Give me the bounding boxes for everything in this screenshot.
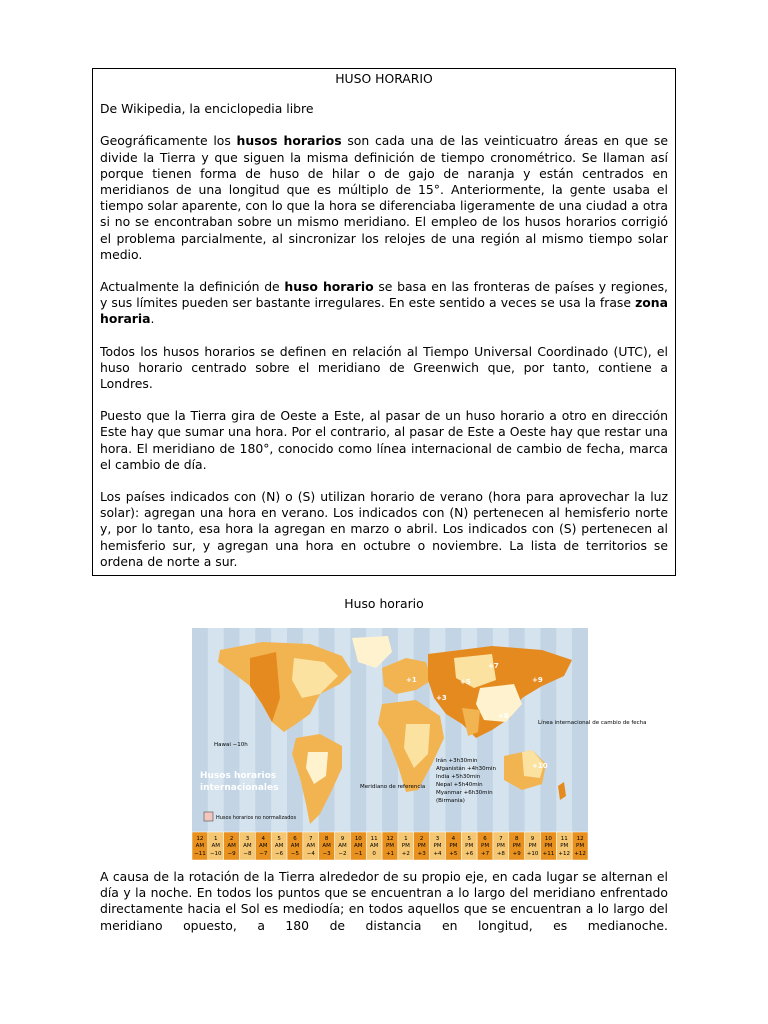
hour-label: 7: [309, 836, 313, 842]
meridian-label: Meridiano de referencia: [360, 784, 426, 790]
utc-offset-label: 0: [372, 851, 376, 857]
zone-stripe: [192, 628, 208, 832]
ampm-label: PM: [576, 843, 585, 849]
utc-offset-label: −2: [338, 851, 347, 857]
paragraph-3: Todos los husos horarios se definen en relación al Tiempo Universal Coordinado (UTC), el huso horario centrado sobre el meridiano de Greenwich que, por tanto, contiene a Londres.: [100, 343, 668, 392]
term-zona-horaria[interactable]: zona horaria: [100, 295, 668, 327]
offset-note: (Birmania): [436, 798, 465, 804]
zone-label: +1: [406, 676, 417, 684]
ampm-label: AM: [290, 843, 300, 849]
hour-label: 12: [196, 836, 204, 842]
hour-label: 5: [467, 836, 471, 842]
ampm-label: AM: [369, 843, 379, 849]
zone-stripe: [572, 628, 588, 832]
hour-label: 9: [340, 836, 345, 842]
paragraph-4: Puesto que la Tierra gira de Oeste a Este, al pasar de un huso horario a otro en dirección Este hay que sumar una hora. Por el contrario, al pasar de Este a Oeste hay que restar una hora. El meridiano de 180°, conocido como línea internacional de cambio de fecha, marca el cambio de día.: [100, 408, 668, 472]
zone-label: +8: [498, 712, 509, 720]
hour-label: 3: [435, 836, 440, 842]
utc-offset-label: +12: [574, 851, 586, 857]
hour-label: 1: [404, 836, 408, 842]
dateline-label: Línea internacional de cambio de fecha: [538, 720, 647, 726]
hour-label: 10: [544, 836, 552, 842]
utc-offset-label: +1: [385, 851, 395, 857]
utc-offset-label: +6: [465, 851, 474, 857]
offset-note: Myanmar +6h30min: [436, 790, 493, 796]
ampm-label: AM: [338, 843, 347, 849]
hour-label: 6: [293, 836, 297, 842]
hour-label: 5: [277, 836, 281, 842]
article-box: [92, 68, 676, 576]
source-line: De Wikipedia, la enciclopedia libre: [100, 101, 314, 117]
utc-offset-label: −6: [275, 851, 284, 857]
hour-label: 4: [261, 836, 266, 842]
hour-label: 2: [419, 836, 424, 842]
ampm-label: PM: [496, 843, 505, 849]
zone-label: +9: [532, 676, 543, 684]
hour-label: 12: [386, 836, 394, 842]
ampm-label: PM: [449, 843, 458, 849]
utc-offset-label: −8: [243, 851, 252, 857]
ampm-label: AM: [227, 843, 236, 849]
ampm-label: AM: [195, 843, 205, 849]
ampm-label: PM: [433, 843, 442, 849]
utc-offset-label: −3: [322, 851, 331, 857]
paragraph-1: Geográficamente los husos horarios son cada una de las veinticuatro áreas en que se divide la Tierra y que siguen la misma definición de tiempo cronométrico. Se llaman así porque tienen forma de huso de hilar o de gajo de naranja y están centrados en meridianos de una longitud que es múltiplo de 15°. Anteriormente, la gente usaba el tiempo solar aparente, con lo que la hora se diferenciaba ligeramente de una ciudad a otra si no se encontraban sobre un mismo meridiano. El empleo de los husos horarios corrigió el problema parcialmente, al sincronizar los relojes de una región al mismo tiempo solar medio.: [100, 133, 668, 262]
paragraph-5: Los países indicados con (N) o (S) utilizan horario de verano (hora para aprovechar la luz solar): agregan una hora en verano. Los indicados con (N) pertenecen al hemisferio norte y, por lo tanto, esa hora la agregan en marzo o abril. Los indicados con (S) pertenecen al hemisferio sur, y agregan una hora en octubre o noviembre. La lista de territorios se ordena de norte a sur.: [100, 489, 668, 569]
utc-offset-label: +4: [433, 851, 442, 857]
ampm-label: AM: [211, 843, 221, 849]
ampm-label: AM: [354, 843, 363, 849]
ampm-label: PM: [544, 843, 553, 849]
ampm-label: PM: [528, 843, 537, 849]
hour-label: 10: [354, 836, 362, 842]
hour-label: 2: [229, 836, 234, 842]
paragraph-2: Actualmente la definición de huso horario se basa en las fronteras de países y regiones, y sus límites pueden ser bastante irregulares. En este sentido a veces se usa la frase zona horaria.: [100, 279, 669, 327]
utc-offset-label: +7: [480, 851, 490, 857]
utc-offset-label: +12: [558, 851, 571, 857]
hour-label: 8: [514, 836, 519, 842]
utc-offset-label: −7: [259, 851, 268, 857]
ampm-label: PM: [417, 843, 426, 849]
ampm-label: AM: [243, 843, 252, 849]
hour-label: 6: [483, 836, 487, 842]
ampm-label: PM: [481, 843, 490, 849]
offset-note: Afganistán +4h30min: [436, 766, 496, 772]
offset-note: Nepal +5h40min: [436, 782, 483, 788]
ampm-label: AM: [259, 843, 268, 849]
utc-offset-label: −9: [227, 851, 236, 857]
utc-offset-label: −10: [209, 851, 222, 857]
hour-label: 12: [576, 836, 584, 842]
hour-label: 7: [499, 836, 503, 842]
ampm-label: PM: [512, 843, 521, 849]
hawaii-label: Hawai −10h: [214, 742, 248, 748]
utc-offset-label: −11: [194, 851, 206, 857]
utc-offset-label: +3: [417, 851, 426, 857]
hour-label: 8: [324, 836, 329, 842]
utc-offset-label: +2: [401, 851, 410, 857]
hour-label: 9: [530, 836, 535, 842]
utc-offset-label: −4: [306, 851, 315, 857]
hour-label: 11: [370, 836, 378, 842]
utc-offset-label: +10: [526, 851, 539, 857]
world-map-svg: [192, 628, 647, 860]
zone-label: +3: [436, 694, 447, 702]
time-zone-map: [192, 628, 647, 860]
ampm-label: PM: [465, 843, 474, 849]
term-husos-horarios[interactable]: husos horarios: [236, 133, 342, 149]
hour-label: 1: [214, 836, 218, 842]
ampm-label: PM: [401, 843, 410, 849]
hour-label: 3: [245, 836, 250, 842]
hour-label: 4: [451, 836, 456, 842]
legend-label: Husos horarios no normalizados: [216, 815, 297, 821]
offset-note: Irán +3h30min: [436, 758, 478, 764]
zone-label: +7: [488, 662, 499, 670]
hour-label: 11: [560, 836, 568, 842]
utc-offset-label: −1: [354, 851, 363, 857]
zone-label: +10: [532, 762, 548, 770]
legend-swatch: [204, 812, 213, 821]
utc-offset-label: −5: [290, 851, 300, 857]
utc-offset-label: +5: [449, 851, 458, 857]
article-title: HUSO HORARIO: [335, 71, 433, 86]
utc-offset-label: +11: [542, 851, 555, 857]
ampm-label: AM: [306, 843, 316, 849]
utc-offset-label: +9: [512, 851, 521, 857]
map-title-line-1: Husos horarios: [200, 771, 277, 781]
utc-offset-label: +8: [496, 851, 505, 857]
ampm-label: PM: [385, 843, 395, 849]
ampm-label: AM: [274, 843, 284, 849]
map-title-line-2: internacionales: [200, 783, 279, 793]
term-huso-horario[interactable]: huso horario: [284, 279, 374, 295]
zone-label: +5: [460, 678, 471, 686]
ampm-label: AM: [322, 843, 331, 849]
offset-note: India +5h30min: [436, 774, 481, 780]
map-caption: Huso horario: [344, 596, 424, 611]
bottom-paragraph: A causa de la rotación de la Tierra alrededor de su propio eje, en cada lugar se alternan el día y la noche. En todos los puntos que se encuentran a lo largo del meridiano enfrentado directamente hacia el Sol es mediodía; en todos aquellos que se encuentran a lo largo del meridiano opuesto, a 180 de distancia en longitud, es medianoche.: [100, 869, 668, 933]
ampm-label: PM: [560, 843, 569, 849]
